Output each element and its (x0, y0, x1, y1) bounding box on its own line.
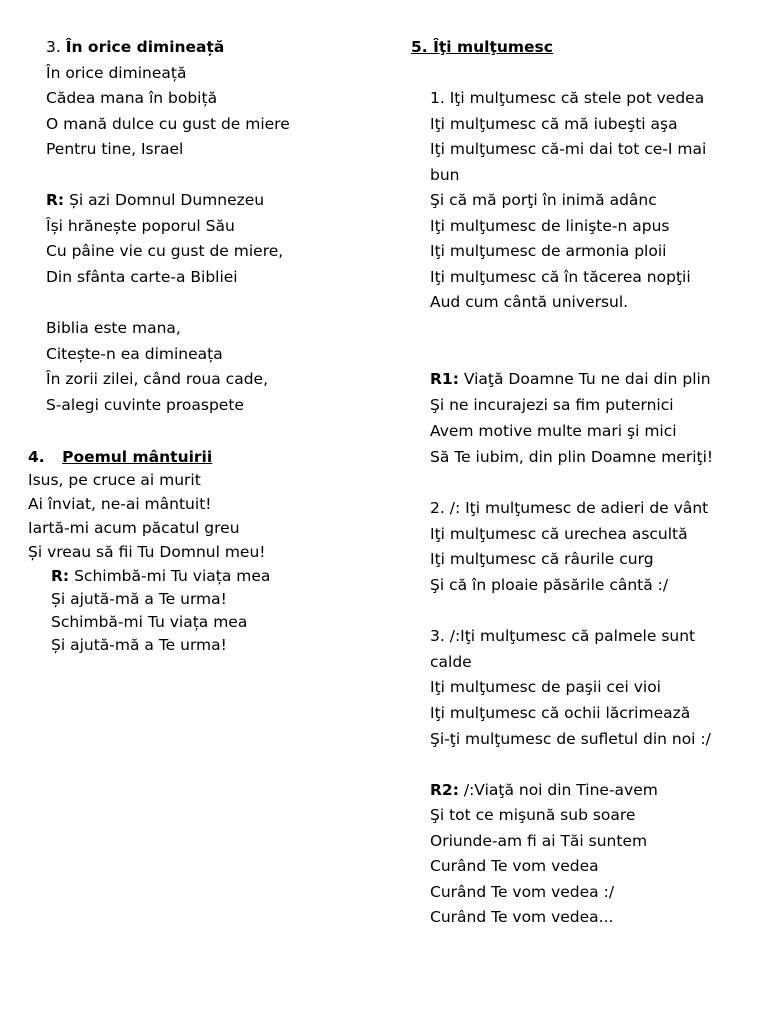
song5-verse1-line: Iţi mulţumesc că-mi dai tot ce-I mai (430, 140, 707, 158)
song4-verse-line: Ai înviat, ne-ai mântuit! (28, 495, 212, 513)
song4-refrain-line: Și ajută-mă a Te urma! (51, 590, 227, 608)
song3-verse1-line: Pentru tine, Israel (46, 140, 184, 158)
song4-refrain-line: Și ajută-mă a Te urma! (51, 636, 227, 654)
song3-verse1-line: O mană dulce cu gust de miere (46, 115, 290, 133)
song5-verse3-line: Iţi mulţumesc că ochii lăcrimează (430, 704, 691, 722)
song3-verse2-line: S-alegi cuvinte proaspete (46, 396, 244, 414)
song4-refrain-line: Schimbă-mi Tu viața mea (51, 613, 248, 631)
song5-verse1-line: Aud cum cântă universul. (430, 293, 629, 311)
song5-r1-line: Să Te iubim, din plin Doamne meriţi! (430, 448, 714, 466)
song5-verse2-line: Şi că în ploaie păsările cântă :/ (430, 576, 669, 594)
song5-r2-line: Şi tot ce mişună sub soare (430, 806, 636, 824)
song5-verse3-line: 3. /:Iţi mulţumesc că palmele sunt (430, 627, 696, 645)
song5-verse3-line: Iţi mulţumesc de paşii cei vioi (430, 678, 661, 696)
song5-verse2-line: 2. /: Iţi mulţumesc de adieri de vânt (430, 499, 709, 517)
song3-refrain-line: Își hrănește poporul Său (46, 217, 235, 235)
song5-r2-text: /:Viaţă noi din Tine-avem (463, 781, 658, 799)
song4-verse-line: Iartă-mi acum păcatul greu (28, 519, 240, 537)
song5-r2-label: R2: (430, 781, 459, 799)
song4-verse-line: Și vreau să fii Tu Domnul meu! (28, 543, 266, 561)
song3-verse2-line: Biblia este mana, (46, 319, 181, 337)
song3-verse2-line: Citește-n ea dimineața (46, 345, 223, 363)
song4-refrain-text: Schimbă-mi Tu viața mea (74, 567, 271, 585)
song4-refrain-first-line (51, 565, 270, 587)
song5-verse3-line: Şi-ţi mulţumesc de sufletul din noi :/ (430, 730, 711, 748)
song4-title: Poemul mântuirii (62, 448, 213, 466)
song5-verse1-line: Iţi mulţumesc că mă iubeşti aşa (430, 115, 678, 133)
song4-number: 4. (28, 448, 45, 466)
song5-r2-line: Oriunde-am fi ai Tăi suntem (430, 832, 648, 850)
song5-verse1-line: Iţi mulţumesc de armonia ploii (430, 242, 667, 260)
song5-verse3-line: calde (430, 653, 472, 671)
song5-r2-line: Curând Te vom vedea :/ (430, 883, 615, 901)
song3-refrain-label: R: (46, 191, 65, 209)
song3-verse1-line: În orice dimineață (46, 64, 187, 82)
song5-r1-line: Şi ne incurajezi sa fim puternici (430, 396, 674, 414)
song3-verse1-line: Cădea mana în bobiță (46, 89, 218, 107)
song5-r2-first-line (430, 779, 658, 801)
song5-title: 5. Îţi mulţumesc (411, 38, 553, 56)
song5-verse2-line: Iţi mulţumesc că râurile curg (430, 550, 654, 568)
song5-r1-first-line (430, 368, 711, 390)
song5-verse1-line: Iţi mulţumesc de linişte-n apus (430, 217, 670, 235)
song4-refrain-label: R: (51, 567, 70, 585)
song5-verse1-line: bun (430, 166, 460, 184)
song5-verse1-line: Iţi mulţumesc că în tăcerea nopţii (430, 268, 691, 286)
song5-r1-line: Avem motive multe mari şi mici (430, 422, 677, 440)
song5-verse2-line: Iţi mulţumesc că urechea ascultă (430, 525, 688, 543)
song5-r2-line: Curând Te vom vedea... (430, 908, 614, 926)
song4-verse-line: Isus, pe cruce ai murit (28, 471, 201, 489)
song5-verse1-line: Şi că mă porţi în inimă adânc (430, 191, 657, 209)
song5-r2-line: Curând Te vom vedea (430, 857, 599, 875)
song5-r1-label: R1: (430, 370, 459, 388)
song3-verse2-line: În zorii zilei, când roua cade, (46, 370, 268, 388)
song3-title: În orice dimineață (65, 38, 225, 56)
song3-refrain-first-line (46, 189, 264, 211)
song3-refrain-line: Cu pâine vie cu gust de miere, (46, 242, 284, 260)
song3-refrain-line: Din sfânta carte-a Bibliei (46, 268, 238, 286)
song5-r1-text: Viaţă Doamne Tu ne dai din plin (463, 370, 711, 388)
song3-heading (46, 36, 224, 58)
song3-refrain-text: Și azi Domnul Dumnezeu (69, 191, 265, 209)
song3-number: 3. (46, 38, 61, 56)
song5-verse1-line: 1. Iţi mulţumesc că stele pot vedea (430, 89, 705, 107)
song4-heading (28, 446, 212, 468)
